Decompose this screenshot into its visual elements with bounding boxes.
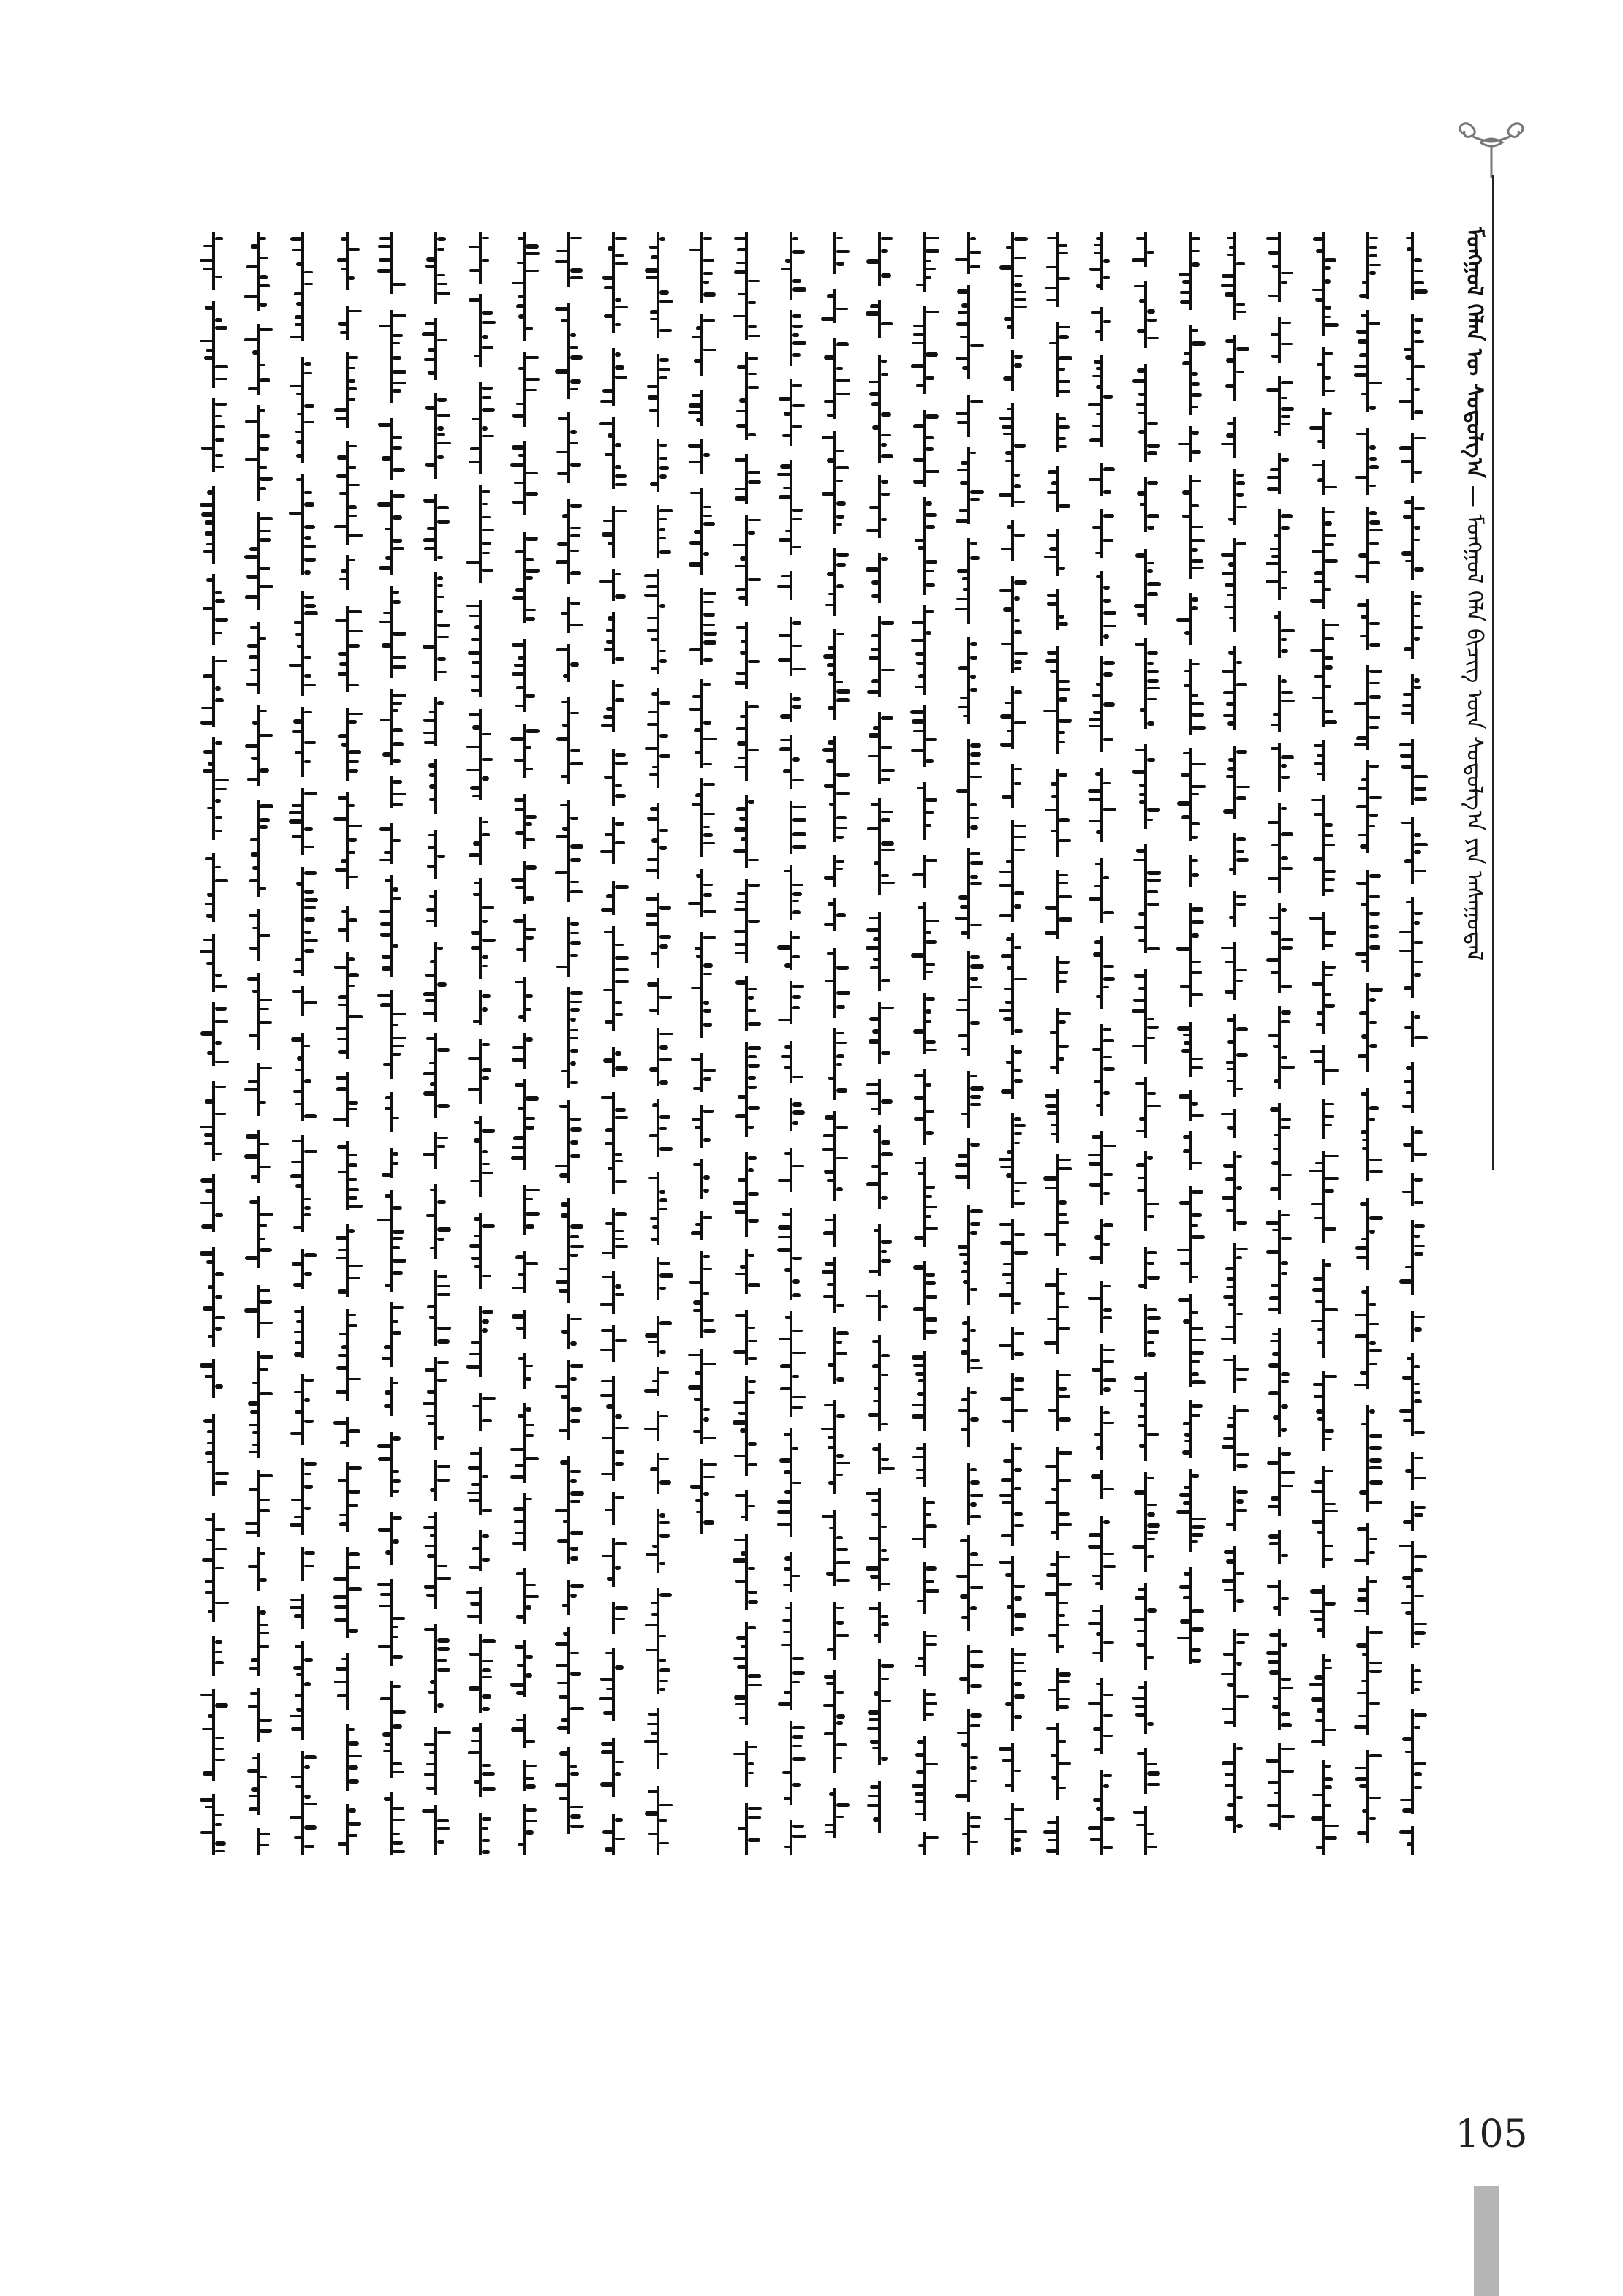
text-column (377, 232, 406, 1855)
text-column (1220, 232, 1249, 1855)
running-head-title: ᠮᠣᠩᠭᠣᠯ ᠬᠡᠯᠡᠨ ᠦ ᠰᠤᠳᠤᠯᠭ᠎ᠠ (1461, 227, 1487, 479)
header-rule (1492, 175, 1494, 1170)
column-text (865, 232, 866, 233)
text-column (243, 232, 273, 1855)
running-head: ᠮᠣᠩᠭᠣᠯ ᠬᠡᠯᠡᠨ ᠦ ᠰᠤᠳᠤᠯᠭ᠎ᠠ — ᠮᠣᠩᠭᠣᠯ ᠬᠡᠯᠡ ᠪᠢᠴᠢᠭ ᠦᠨ ᠰᠤᠳᠤᠯᠭ᠎ᠠ ᠶᠢᠨ ᠠᠰᠠᠭᠤᠳᠠᠯ (1461, 227, 1487, 961)
text-column (333, 232, 362, 1855)
text-column (732, 232, 761, 1855)
text-column (643, 232, 673, 1855)
body-text (192, 232, 1434, 2067)
text-column (1043, 232, 1072, 1855)
column-text (1398, 232, 1399, 233)
text-column (1309, 232, 1338, 1855)
column-text (776, 232, 777, 233)
text-column (776, 232, 806, 1855)
running-head-subtitle: ᠮᠣᠩᠭᠣᠯ ᠬᠡᠯᠡ ᠪᠢᠴᠢᠭ ᠦᠨ ᠰᠤᠳᠤᠯᠭ᠎ᠠ ᠶᠢᠨ ᠠᠰᠠᠭᠤᠳᠠᠯ (1461, 514, 1487, 961)
text-column (998, 232, 1027, 1855)
scroll-ornament-icon (1451, 121, 1532, 179)
text-column (1176, 232, 1205, 1687)
column-text (421, 232, 422, 233)
column-text (820, 232, 821, 233)
text-column (421, 232, 450, 1855)
text-column (909, 232, 939, 1855)
column-text (1087, 232, 1088, 233)
text-column (820, 232, 850, 1855)
column-text (998, 232, 999, 233)
text-column (510, 232, 539, 1855)
column-text (199, 232, 200, 233)
text-column (554, 232, 583, 1855)
text-column (1398, 232, 1427, 1855)
text-column (1131, 232, 1160, 1855)
column-text (1353, 232, 1354, 233)
column-text (909, 232, 910, 233)
text-column (687, 232, 716, 1534)
column-text (1265, 232, 1266, 233)
text-column (288, 232, 317, 1855)
text-column (466, 232, 495, 1855)
page-edge-tab (1474, 2186, 1499, 2296)
text-column (954, 232, 983, 1855)
column-text (687, 232, 688, 233)
text-column (1087, 232, 1116, 1855)
page-number: 105 (1455, 2113, 1528, 2156)
column-text (643, 232, 644, 233)
column-text (554, 232, 555, 233)
text-column (1353, 232, 1382, 1855)
column-text (288, 232, 289, 233)
text-column (1265, 232, 1294, 1855)
column-text (1220, 232, 1221, 233)
column-text (954, 232, 955, 233)
text-column (865, 232, 894, 1855)
text-column (599, 232, 628, 1855)
text-column (199, 232, 228, 1855)
column-text (732, 232, 733, 233)
column-text (243, 232, 244, 233)
column-text (1131, 232, 1132, 233)
